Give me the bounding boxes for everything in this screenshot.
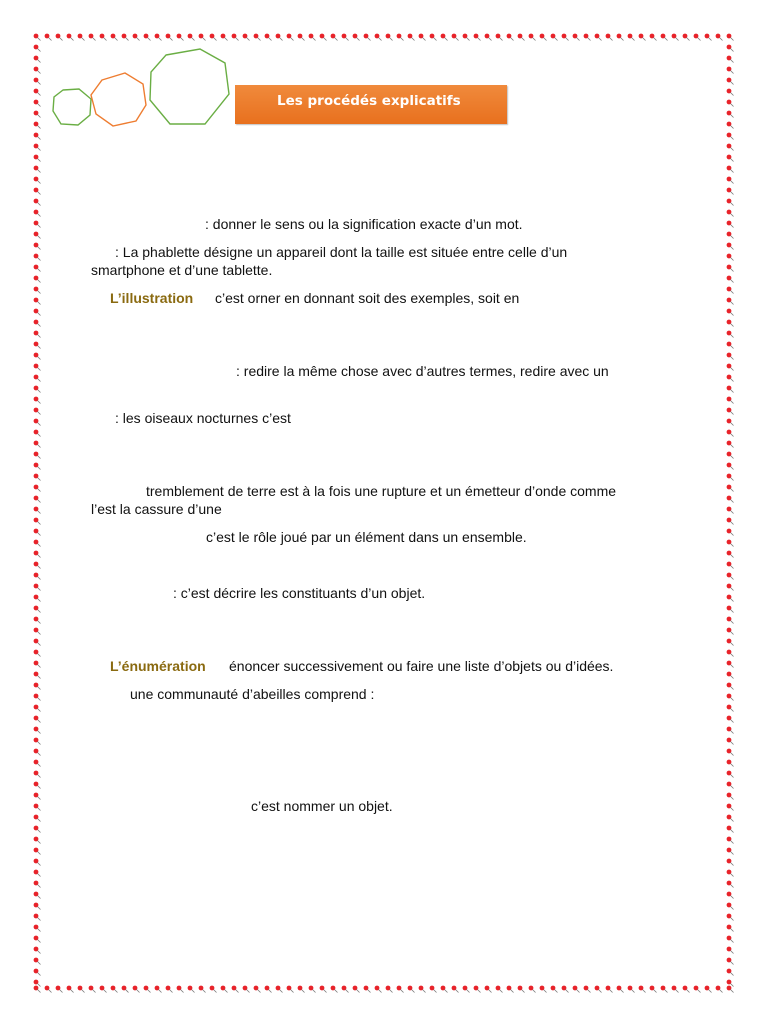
border-dot (34, 364, 41, 371)
border-dot (727, 958, 734, 965)
border-dot (34, 551, 41, 558)
border-dot (364, 986, 371, 993)
border-dot (727, 683, 734, 690)
border-dot (34, 441, 41, 448)
illustration-paragraph (110, 290, 193, 307)
description-text: : c’est décrire les constituants d’un objet. (173, 585, 426, 601)
border-dot (34, 386, 41, 393)
border-dot (34, 331, 41, 338)
border-dot (34, 870, 41, 877)
border-dot (727, 672, 734, 679)
border-dot (56, 986, 63, 993)
border-dot (34, 639, 41, 646)
border-dot (397, 986, 404, 993)
border-dot (34, 595, 41, 602)
example-abeilles: une communauté d’abeilles comprend : (130, 686, 375, 702)
border-dot (727, 375, 734, 382)
border-dot (34, 804, 41, 811)
border-dot (34, 617, 41, 624)
border-dot (694, 986, 701, 993)
border-dot (727, 661, 734, 668)
example-oiseaux: : les oiseaux nocturnes c’est (115, 410, 291, 426)
border-dot (34, 694, 41, 701)
border-dot (727, 969, 734, 976)
border-dot (540, 986, 547, 993)
border-dot (430, 986, 437, 993)
border-dot (727, 342, 734, 349)
border-dot (727, 210, 734, 217)
border-dot (727, 650, 734, 657)
border-dot (34, 320, 41, 327)
border-dot (518, 986, 525, 993)
large-green-polygon (150, 49, 229, 124)
example-phablette-line-2: smartphone et d’une tablette. (91, 262, 273, 278)
border-dot (34, 705, 41, 712)
border-dot (727, 892, 734, 899)
border-dot (34, 716, 41, 723)
border-dot (727, 986, 734, 993)
border-dot (34, 573, 41, 580)
border-dot (650, 986, 657, 993)
border-dot (727, 859, 734, 866)
border-dot (34, 903, 41, 910)
border-dot (727, 870, 734, 877)
border-dot (34, 650, 41, 657)
border-dot (34, 969, 41, 976)
border-dot (727, 309, 734, 316)
border-dot (34, 397, 41, 404)
border-dot (727, 903, 734, 910)
border-dot (34, 507, 41, 514)
border-dot (727, 276, 734, 283)
border-dot (727, 771, 734, 778)
border-dot (34, 584, 41, 591)
border-dot (727, 914, 734, 921)
border-dot (34, 815, 41, 822)
enumeration-term: L’énumération (110, 658, 206, 674)
border-dot (34, 375, 41, 382)
border-dot (320, 986, 327, 993)
small-green-polygon (53, 89, 91, 125)
border-dot (727, 804, 734, 811)
border-dot (353, 986, 360, 993)
border-dot (507, 986, 514, 993)
border-dot (34, 342, 41, 349)
border-dot (34, 210, 41, 217)
function-text: c’est le rôle joué par un élément dans un ensemble. (206, 529, 527, 545)
border-dot (727, 716, 734, 723)
border-dot (34, 837, 41, 844)
border-dot (221, 986, 228, 993)
border-dot (34, 936, 41, 943)
border-dot (727, 298, 734, 305)
border-dot (34, 496, 41, 503)
border-dot (639, 986, 646, 993)
illustration-term: L’illustration (110, 290, 194, 306)
border-dot (672, 986, 679, 993)
border-dot (727, 815, 734, 822)
border-dot (34, 419, 41, 426)
border-dot (551, 986, 558, 993)
border-dot (34, 892, 41, 899)
border-dot (727, 441, 734, 448)
border-dot (34, 562, 41, 569)
border-dot (78, 986, 85, 993)
border-dot (386, 986, 393, 993)
border-dot (34, 474, 41, 481)
border-dot (727, 540, 734, 547)
border-dot (177, 986, 184, 993)
border-dot (727, 463, 734, 470)
border-dot (375, 986, 382, 993)
border-dot (727, 232, 734, 239)
border-dot (727, 485, 734, 492)
border-dot (34, 881, 41, 888)
comparison-line-1: tremblement de terre est à la fois une rupture et un émetteur d’onde comme (146, 483, 617, 499)
border-dot (727, 639, 734, 646)
border-dot (67, 986, 74, 993)
border-dot (34, 518, 41, 525)
border-dot (727, 749, 734, 756)
border-dot (727, 738, 734, 745)
border-dot (276, 986, 283, 993)
border-dot (144, 986, 151, 993)
page-title: Les procédés explicatifs (277, 93, 461, 109)
comparison-line-2: l’est la cassure d’une (91, 501, 222, 517)
border-dot (254, 986, 261, 993)
border-dot (100, 986, 107, 993)
border-dot (727, 364, 734, 371)
border-dot (34, 947, 41, 954)
border-dot (617, 986, 624, 993)
border-dot (199, 986, 206, 993)
border-dot (727, 562, 734, 569)
border-dot (34, 661, 41, 668)
border-dot (727, 551, 734, 558)
border-dot (705, 986, 712, 993)
border-dot (287, 986, 294, 993)
border-dot (452, 986, 459, 993)
border-dot (34, 826, 41, 833)
border-dot (34, 452, 41, 459)
border-dot (34, 529, 41, 536)
enumeration-paragraph (110, 658, 206, 675)
definition-text: : donner le sens ou la signification exacte d’un mot. (205, 216, 523, 232)
border-dot (34, 727, 41, 734)
border-dot (89, 986, 96, 993)
border-dot (727, 419, 734, 426)
border-dot (34, 606, 41, 613)
border-dot (34, 760, 41, 767)
border-dot (727, 705, 734, 712)
border-dot (606, 986, 613, 993)
border-dot (727, 529, 734, 536)
border-dot (727, 837, 734, 844)
border-dot (34, 485, 41, 492)
border-dot (727, 727, 734, 734)
border-dot (727, 320, 734, 327)
border-dot (727, 881, 734, 888)
border-dot (727, 584, 734, 591)
border-dot (727, 617, 734, 624)
border-dot (727, 518, 734, 525)
border-dot (727, 947, 734, 954)
border-dot (133, 986, 140, 993)
border-dot (474, 986, 481, 993)
border-dot (34, 683, 41, 690)
border-dot (34, 793, 41, 800)
border-dot (727, 925, 734, 932)
border-dot (727, 386, 734, 393)
border-dot (485, 986, 492, 993)
border-dot (34, 254, 41, 261)
border-dot (34, 958, 41, 965)
border-dot (463, 986, 470, 993)
border-dot (419, 986, 426, 993)
border-dot (562, 986, 569, 993)
border-dot (628, 986, 635, 993)
border-dot (34, 738, 41, 745)
border-dot (727, 760, 734, 767)
border-dot (34, 265, 41, 272)
border-dot (716, 986, 723, 993)
border-dot (727, 254, 734, 261)
border-dot (727, 606, 734, 613)
border-dot (34, 986, 41, 993)
border-dot (727, 595, 734, 602)
border-dot (727, 452, 734, 459)
border-dot (727, 331, 734, 338)
title-banner (235, 85, 507, 124)
border-dot (727, 353, 734, 360)
border-dot (727, 782, 734, 789)
border-dot (34, 771, 41, 778)
reformulation-text: : redire la même chose avec d’autres termes, redire avec un (236, 363, 609, 379)
border-dot (727, 430, 734, 437)
border-dot (727, 265, 734, 272)
border-dot (122, 986, 129, 993)
border-dot (727, 507, 734, 514)
border-dot (727, 496, 734, 503)
border-dot (210, 986, 217, 993)
border-dot (573, 986, 580, 993)
border-dot (727, 287, 734, 294)
border-dot (34, 672, 41, 679)
border-dot (331, 986, 338, 993)
naming-text: c’est nommer un objet. (251, 798, 393, 814)
border-dot (727, 793, 734, 800)
border-dot (408, 986, 415, 993)
border-dot (34, 848, 41, 855)
border-dot (727, 474, 734, 481)
border-dot (34, 628, 41, 635)
border-dot (34, 914, 41, 921)
border-dot (727, 936, 734, 943)
border-dot (727, 243, 734, 250)
border-dot (34, 980, 41, 987)
border-dot (34, 221, 41, 228)
border-dot (34, 430, 41, 437)
border-dot (441, 986, 448, 993)
border-dot (595, 986, 602, 993)
border-dot (188, 986, 195, 993)
border-dot (34, 408, 41, 415)
border-dot (265, 986, 272, 993)
border-dot (34, 353, 41, 360)
border-dot (34, 463, 41, 470)
border-dot (34, 309, 41, 316)
border-dot (111, 986, 118, 993)
border-dot (584, 986, 591, 993)
border-dot (309, 986, 316, 993)
example-phablette-line-1: : La phablette désigne un appareil dont la taille est située entre celle d’un (115, 244, 568, 260)
border-dot (34, 298, 41, 305)
border-dot (34, 782, 41, 789)
border-dot (727, 694, 734, 701)
illustration-text: c’est orner en donnant soit des exemples, soit en (215, 290, 520, 306)
border-dot (727, 628, 734, 635)
border-dot (727, 980, 734, 987)
enumeration-text: énoncer successivement ou faire une liste d’objets ou d’idées. (229, 658, 614, 674)
border-dot (727, 573, 734, 580)
border-dot (34, 749, 41, 756)
border-dot (34, 243, 41, 250)
border-dot (232, 986, 239, 993)
border-dot (34, 540, 41, 547)
border-dot (683, 986, 690, 993)
border-dot (243, 986, 250, 993)
orange-polygon (91, 73, 146, 126)
border-dot (155, 986, 162, 993)
border-dot (727, 221, 734, 228)
border-dot (661, 986, 668, 993)
border-dot (727, 826, 734, 833)
border-dot (34, 925, 41, 932)
border-dot (727, 397, 734, 404)
border-dot (166, 986, 173, 993)
border-dot (529, 986, 536, 993)
border-dot (727, 408, 734, 415)
border-dot (45, 986, 52, 993)
border-dot (342, 986, 349, 993)
border-dot (34, 287, 41, 294)
border-dot (727, 848, 734, 855)
border-dot (298, 986, 305, 993)
border-dot (496, 986, 503, 993)
border-dot (34, 859, 41, 866)
border-dot (34, 232, 41, 239)
border-dot (34, 276, 41, 283)
